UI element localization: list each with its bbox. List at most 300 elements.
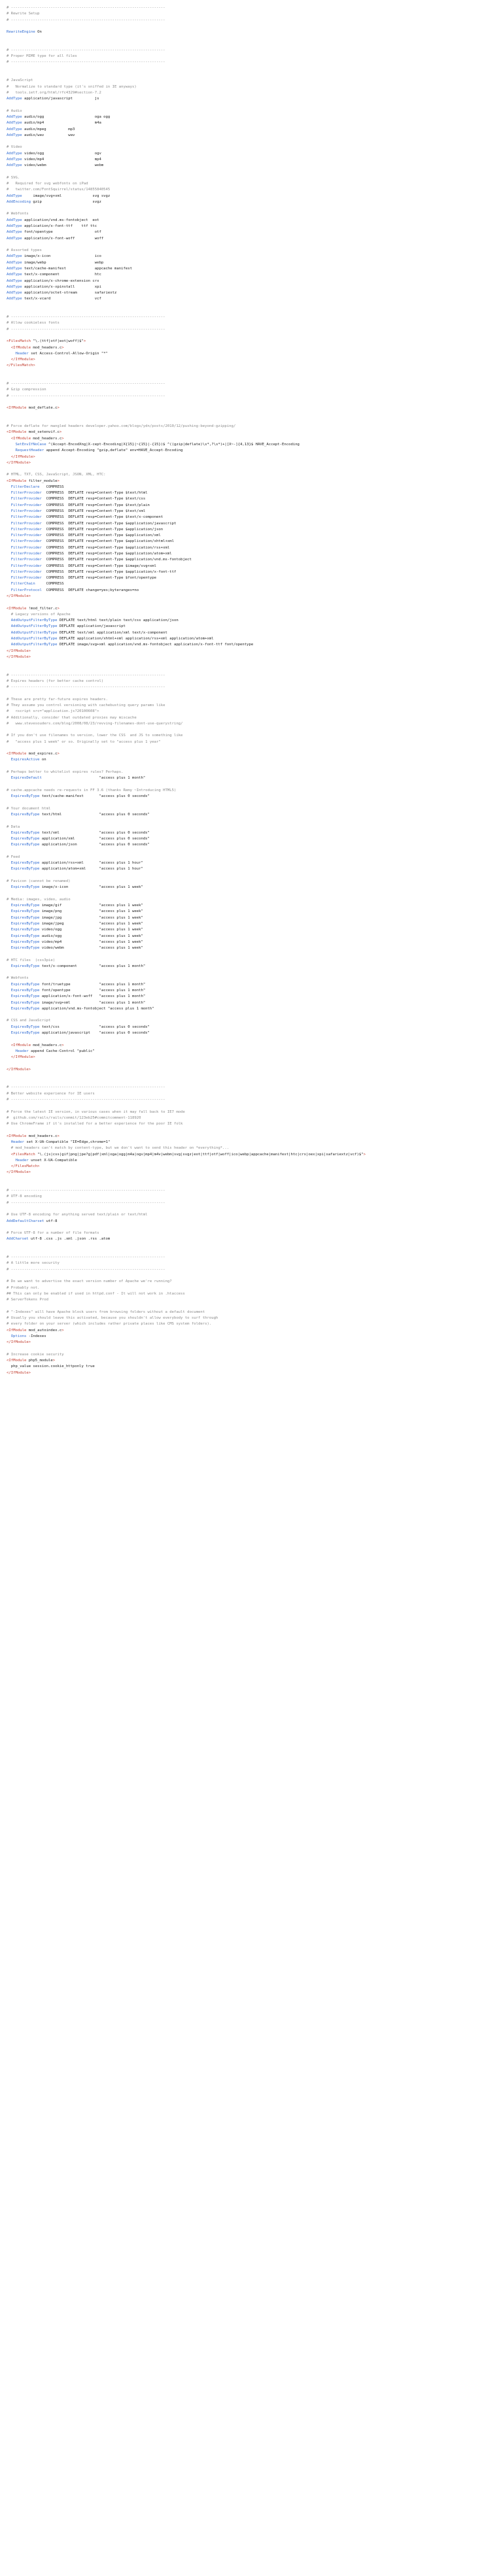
plain-token: application/json "access plus 0 seconds" [39, 843, 150, 847]
tag-token: <IfModule [10, 345, 31, 350]
directive-token: ExpiresByType [10, 861, 40, 866]
tag-token: <FilesMatch [7, 339, 31, 344]
code-line [7, 849, 494, 855]
directive-token: AddOutputFilterByType [10, 636, 58, 641]
plain-token [7, 491, 11, 495]
tag-token: <FilesMatch [10, 1152, 35, 1157]
comment-token: # ---------------------------------------------------------------------- [7, 1200, 165, 1205]
code-line [7, 29, 494, 35]
code-line [7, 721, 494, 727]
plain-token: application/x-xpinstall xpi [22, 284, 101, 289]
comment-token: # ServerTokens Prod [7, 1298, 48, 1302]
code-line [7, 873, 494, 879]
code-line [7, 387, 494, 393]
code-line [7, 1291, 494, 1297]
directive-token: AddType [7, 254, 22, 259]
directive-token: FilterProvider [10, 497, 42, 501]
comment-token: # Better website experience for IE users [7, 1091, 95, 1096]
comment-token: # Allow cookieless fonts [7, 321, 60, 326]
comment-token: # ---------------------------------------------------------------------- [7, 6, 165, 10]
directive-token: FilterProvider [10, 552, 42, 556]
plain-token: DEFLATE image/svg+xml application/vnd.ms-fontobject application/x-font-ttf font/opentype [57, 643, 254, 647]
tag-token: > [52, 1358, 56, 1363]
plain-token [7, 631, 11, 635]
comment-token: # A little more security [7, 1261, 60, 1266]
plain-token: text/xml "access plus 0 seconds" [39, 830, 150, 835]
code-line [7, 1194, 494, 1200]
plain-token [7, 443, 15, 447]
code-line [7, 866, 494, 872]
plain-token: application/javascript "access plus 0 seconds" [39, 1030, 150, 1035]
plain-token [7, 813, 11, 817]
plain-token: COMPRESS DEFLATE resp=Content-Type $application/atom+xml [41, 552, 172, 556]
code-line [7, 430, 494, 435]
code-line [7, 564, 494, 569]
code-line [7, 800, 494, 805]
code-line [7, 600, 494, 605]
plain-token [7, 558, 11, 562]
code-line [7, 1060, 494, 1066]
directive-token: AddType [7, 114, 22, 119]
plain-token: image/svg+xml "access plus 1 month" [39, 1000, 146, 1005]
plain-token [7, 983, 11, 987]
plain-token: text/x-component "access plus 1 month" [39, 964, 146, 968]
comment-token: # ---------------------------------------------------------------------- [7, 48, 165, 52]
plain-token [7, 934, 11, 938]
plain-token: text/html "access plus 0 seconds" [39, 812, 150, 817]
code-line [7, 630, 494, 636]
code-line [7, 1230, 494, 1236]
plain-token: mod_headers.c [31, 345, 62, 350]
code-line [7, 764, 494, 770]
code-line [7, 903, 494, 909]
code-line [7, 618, 494, 624]
comment-token: # HTML, TXT, CSS, JavaScript, JSON, XML, HTC: [7, 473, 106, 477]
plain-token: "\.(js|css|gif|png|jpe?g|pdf|xml|oga|ogg|m4a|ogv|mp4|m4v|webm|svg|svgz|eot|ttf|otf|woff|ico|webp|appcache|manifest|htc|crx|oex|xpi|safariextz|vcf)$" [35, 1152, 364, 1157]
code-line [7, 472, 494, 478]
directive-token: FilterProvider [10, 527, 42, 532]
directive-token: FilterProvider [10, 545, 42, 550]
code-line [7, 964, 494, 970]
code-line [7, 424, 494, 430]
code-line [7, 327, 494, 333]
directive-token: ExpiresByType [10, 1030, 40, 1035]
code-line [7, 927, 494, 933]
code-line [7, 394, 494, 399]
code-line [7, 891, 494, 897]
code-line [7, 11, 494, 17]
code-line [7, 690, 494, 696]
code-line [7, 96, 494, 102]
code-line [7, 1103, 494, 1109]
code-line [7, 1219, 494, 1225]
plain-token [7, 1043, 11, 1047]
plain-token: COMPRESS DEFLATE resp=Content-Type $text/x-component [41, 515, 164, 520]
code-line [7, 824, 494, 830]
plain-token: COMPRESS DEFLATE resp=Content-Type $image/svg+xml [41, 564, 157, 568]
code-line [7, 1358, 494, 1364]
plain-token: On [35, 30, 42, 35]
code-line [7, 1334, 494, 1340]
code-line [7, 381, 494, 387]
directive-token: FilterProvider [10, 569, 42, 574]
plain-token: image/svg+xml svg svgz [22, 194, 111, 198]
directive-token: ExpiresByType [10, 940, 40, 944]
tag-token: </IfModule> [7, 1067, 31, 1072]
code-line [7, 727, 494, 733]
code-line [7, 157, 494, 163]
plain-token [7, 1025, 11, 1029]
plain-token [7, 861, 11, 865]
plain-token [7, 928, 11, 932]
code-line [7, 144, 494, 150]
code-line [7, 1140, 494, 1145]
comment-token: # Perhaps better to whitelist expires rules? Perhaps. [7, 770, 124, 775]
plain-token [7, 528, 11, 532]
directive-token: FilterProvider [10, 491, 42, 496]
code-line [7, 102, 494, 108]
plain-token: application/octet-stream safariextz [22, 291, 117, 296]
plain-token: php_value session.cookie_httponly true [7, 1364, 95, 1369]
comment-token: # Legacy versions of Apache [10, 612, 71, 617]
code-line [7, 436, 494, 442]
code-line [7, 509, 494, 515]
comment-token: # ---------------------------------------------------------------------- [7, 394, 165, 398]
code-line [7, 1206, 494, 1212]
comment-token: # twitter.com/FontSquirrel/status/14855840545 [7, 188, 111, 192]
code-line [7, 1182, 494, 1188]
code-line [7, 479, 494, 484]
code-line [7, 242, 494, 248]
directive-token: ExpiresByType [10, 837, 40, 841]
plain-token [7, 552, 11, 556]
code-line [7, 697, 494, 703]
comment-token: # Usually you should leave this activated, because you shouldn't allow everybody to surf through [7, 1315, 218, 1320]
comment-token: # Use UTF-8 encoding for anything served text/plain or text/html [7, 1213, 148, 1217]
comment-token: # If you don't use filenames to version, lower the CSS and JS to something like [7, 734, 183, 738]
code-line [7, 151, 494, 157]
plain-token: mod_headers.c [31, 1043, 62, 1047]
plain-token: COMPRESS [39, 484, 64, 489]
directive-token: ExpiresByType [10, 1025, 40, 1029]
code-line [7, 248, 494, 254]
tag-token: > [61, 345, 64, 350]
tag-token: > [363, 1152, 366, 1157]
code-line [7, 72, 494, 78]
code-line [7, 1340, 494, 1346]
plain-token: COMPRESS DEFLATE resp=Content-Type $application/json [41, 527, 164, 532]
plain-token [7, 358, 11, 362]
code-line [7, 975, 494, 981]
comment-token: # Rewrite Setup [7, 12, 40, 16]
code-line [7, 279, 494, 284]
comment-token: # ---------------------------------------------------------------------- [7, 1267, 165, 1272]
plain-token [7, 613, 11, 617]
code-line [7, 715, 494, 721]
plain-token [7, 794, 11, 798]
directive-token: AddOutputFilterByType [10, 624, 58, 629]
plain-token [7, 837, 11, 841]
plain-token: unset X-UA-Compatible [28, 1158, 77, 1162]
plain-token [7, 437, 11, 441]
plain-token [7, 989, 11, 992]
plain-token: utf-8 [44, 1219, 58, 1223]
tag-token: </IfModule> [7, 460, 31, 465]
plain-token [7, 497, 11, 501]
comment-token: # Media: images, video, audio [7, 897, 71, 902]
code-line [7, 606, 494, 612]
directive-token: FilterProtocol [10, 588, 42, 592]
plain-token: append Cache-Control "public" [28, 1049, 95, 1053]
plain-token: filter_module [26, 479, 58, 483]
comment-token: # Gzip compression [7, 388, 46, 392]
plain-token [7, 619, 11, 622]
tag-token: > [61, 1043, 64, 1047]
code-line [7, 970, 494, 975]
directive-token: AddType [7, 224, 22, 228]
plain-token [7, 582, 11, 586]
directive-token: ExpiresByType [10, 921, 40, 926]
plain-token: mod_headers.c [26, 1134, 58, 1138]
code-line [7, 533, 494, 539]
directive-token: AddType [7, 279, 22, 283]
plain-token: COMPRESS DEFLATE resp=Content-Type $application/vnd.ms-fontobject [41, 558, 192, 562]
tag-token: </IfModule> [7, 594, 31, 598]
directive-token: Header [10, 1140, 24, 1144]
directive-token: AddType [7, 127, 22, 131]
code-line [7, 739, 494, 745]
code-line [7, 557, 494, 563]
code-line [7, 915, 494, 921]
plain-token: COMPRESS [35, 582, 64, 586]
code-line [7, 1030, 494, 1036]
directive-token: FilterDeclare [10, 484, 40, 489]
code-line [7, 1170, 494, 1176]
directive-token: ExpiresByType [10, 904, 40, 908]
code-line [7, 1261, 494, 1266]
code-line [7, 199, 494, 205]
directive-token: ExpiresByType [10, 934, 40, 938]
plain-token: application/x-chrome-extension crx [22, 279, 99, 283]
code-line [7, 194, 494, 199]
plain-token [7, 588, 11, 592]
code-line [7, 211, 494, 217]
plain-token [7, 1164, 11, 1168]
code-line [7, 1225, 494, 1230]
code-line [7, 466, 494, 472]
plain-token [7, 946, 11, 950]
code-line [7, 581, 494, 587]
code-line [7, 1127, 494, 1133]
code-line [7, 48, 494, 54]
code-line [7, 460, 494, 466]
comment-token: # Data [7, 824, 20, 829]
code-line [7, 1176, 494, 1182]
code-line [7, 303, 494, 309]
plain-token: audio/mpeg mp3 [22, 127, 75, 131]
plain-token: application/javascript js [22, 97, 99, 101]
code-line [7, 1364, 494, 1370]
plain-token: text/x-component htc [22, 273, 101, 277]
code-line [7, 405, 494, 411]
plain-token [7, 1031, 11, 1035]
plain-token: COMPRESS DEFLATE resp=Content-Type $application/javascript [41, 521, 177, 526]
tag-token: <IfModule [7, 479, 27, 483]
code-line [7, 484, 494, 490]
plain-token: mod_expires.c [26, 752, 58, 756]
plain-token [7, 922, 11, 926]
code-line [7, 788, 494, 794]
code-line [7, 1025, 494, 1030]
comment-token: # Proper MIME type for all files [7, 54, 77, 59]
code-line [7, 1067, 494, 1073]
plain-token: DEFLATE text/xml application/xml text/x-component [57, 630, 167, 635]
comment-token: # SVG. [7, 175, 20, 180]
code-line [7, 357, 494, 363]
plain-token [7, 624, 11, 628]
code-line [7, 109, 494, 114]
code-line [7, 830, 494, 836]
directive-token: ExpiresByType [10, 928, 40, 932]
plain-token: on [39, 758, 46, 762]
plain-token: application/xml "access plus 0 seconds" [39, 837, 150, 841]
plain-token [7, 534, 11, 537]
plain-token: image/jpeg "access plus 1 week" [39, 921, 143, 926]
directive-token: AddType [7, 218, 22, 222]
plain-token [7, 904, 11, 907]
plain-token [7, 758, 11, 762]
plain-token: image/gif "access plus 1 week" [39, 904, 143, 908]
code-line [7, 994, 494, 1000]
comment-token: # Webfonts [7, 976, 29, 981]
code-line [7, 1255, 494, 1261]
plain-token: utf-8 .css .js .xml .json .rss .atom [28, 1237, 111, 1242]
code-line [7, 59, 494, 65]
plain-token: DEFLATE text/html text/plain text/css application/json [57, 619, 179, 623]
directive-token: AddType [7, 291, 22, 296]
code-line [7, 703, 494, 709]
code-line [7, 1121, 494, 1127]
comment-token: # ---------------------------------------------------------------------- [7, 18, 165, 22]
code-line [7, 1249, 494, 1255]
code-line [7, 909, 494, 915]
code-line [7, 42, 494, 48]
plain-token [7, 570, 11, 574]
comment-token: # They assume you control versioning with cachebusting query params like [7, 703, 165, 707]
code-line [7, 399, 494, 405]
directive-token: FilterProvider [10, 503, 42, 507]
code-line [7, 442, 494, 448]
comment-token: # Do we want to advertise the exact version number of Apache we're running? [7, 1280, 172, 1284]
code-line [7, 1352, 494, 1358]
plain-token: image/jpg "access plus 1 week" [39, 915, 143, 920]
plain-token: font/truetype "access plus 1 month" [39, 982, 146, 987]
tag-token: > [83, 339, 86, 344]
plain-token [7, 916, 11, 920]
tag-token: > [57, 752, 60, 756]
code-line [7, 345, 494, 351]
comment-token: # These are pretty far-future expires headers. [7, 697, 108, 702]
code-line [7, 1243, 494, 1249]
plain-token: COMPRESS DEFLATE resp=Content-Type $application/x-font-ttf [41, 569, 177, 574]
tag-token: </IfModule> [10, 1055, 35, 1060]
code-line [7, 490, 494, 496]
plain-token: DEFLATE application/xhtml+xml application/rss+xml application/atom+xml [57, 636, 214, 641]
code-line [7, 5, 494, 11]
plain-token [7, 352, 15, 356]
plain-token: video/mp4 mp4 [22, 157, 101, 161]
plain-token: audio/ogg "access plus 1 week" [39, 934, 143, 938]
code-line [7, 120, 494, 126]
code-line [7, 855, 494, 860]
code-line [7, 642, 494, 648]
code-line [7, 1285, 494, 1291]
code-line [7, 1079, 494, 1085]
code-line [7, 266, 494, 272]
tag-token: <IfModule [7, 606, 27, 611]
tag-token: > [57, 406, 60, 411]
comment-token: # tools.ietf.org/html/rfc4329#section-7.2 [7, 90, 101, 95]
code-line [7, 24, 494, 29]
directive-token: FilterProvider [10, 515, 42, 520]
code-line [7, 988, 494, 994]
plain-token [7, 885, 11, 889]
directive-token: ExpiresByType [10, 812, 40, 817]
tag-token: <IfModule [10, 436, 31, 441]
directive-token: AddDefaultCharset [7, 1219, 44, 1223]
plain-token [7, 346, 11, 350]
code-line [7, 709, 494, 715]
comment-token: # Feed [7, 855, 20, 859]
code-line [7, 1049, 494, 1055]
code-line [7, 1110, 494, 1115]
plain-token: video/webm webm [22, 163, 104, 168]
plain-token: image/webp webp [22, 260, 104, 265]
code-line [7, 1012, 494, 1018]
code-line [7, 588, 494, 594]
comment-token: # <script src="application.js?20100608"> [7, 709, 99, 714]
code-line [7, 1310, 494, 1315]
plain-token: mod_setenvif.c [26, 430, 60, 435]
plain-token [7, 867, 11, 871]
directive-token: Header [15, 1049, 29, 1053]
code-line [7, 66, 494, 72]
code-line [7, 369, 494, 375]
code-line [7, 770, 494, 775]
code-line [7, 624, 494, 630]
plain-token: COMPRESS DEFLATE resp=Content-Type $font/opentype [41, 576, 157, 581]
code-line [7, 1006, 494, 1012]
code-line [7, 594, 494, 600]
code-line [7, 945, 494, 951]
code-line [7, 1315, 494, 1321]
code-line [7, 1134, 494, 1140]
directive-token: AddType [7, 230, 22, 235]
comment-token: # ---------------------------------------------------------------------- [7, 382, 165, 386]
plain-token [7, 455, 11, 459]
code-line [7, 127, 494, 133]
code-line [7, 218, 494, 224]
comment-token: ## This can only be enabled if used in httpd.conf - It will not work in .htaccess [7, 1291, 185, 1296]
code-line [7, 775, 494, 781]
directive-token: ExpiresByType [10, 946, 40, 951]
code-line [7, 272, 494, 278]
code-line [7, 114, 494, 120]
code-line [7, 818, 494, 824]
comment-token: # HTC files (css3pie) [7, 958, 56, 962]
plain-token: set Access-Control-Allow-Origin "*" [28, 351, 108, 356]
plain-token [7, 1146, 11, 1150]
